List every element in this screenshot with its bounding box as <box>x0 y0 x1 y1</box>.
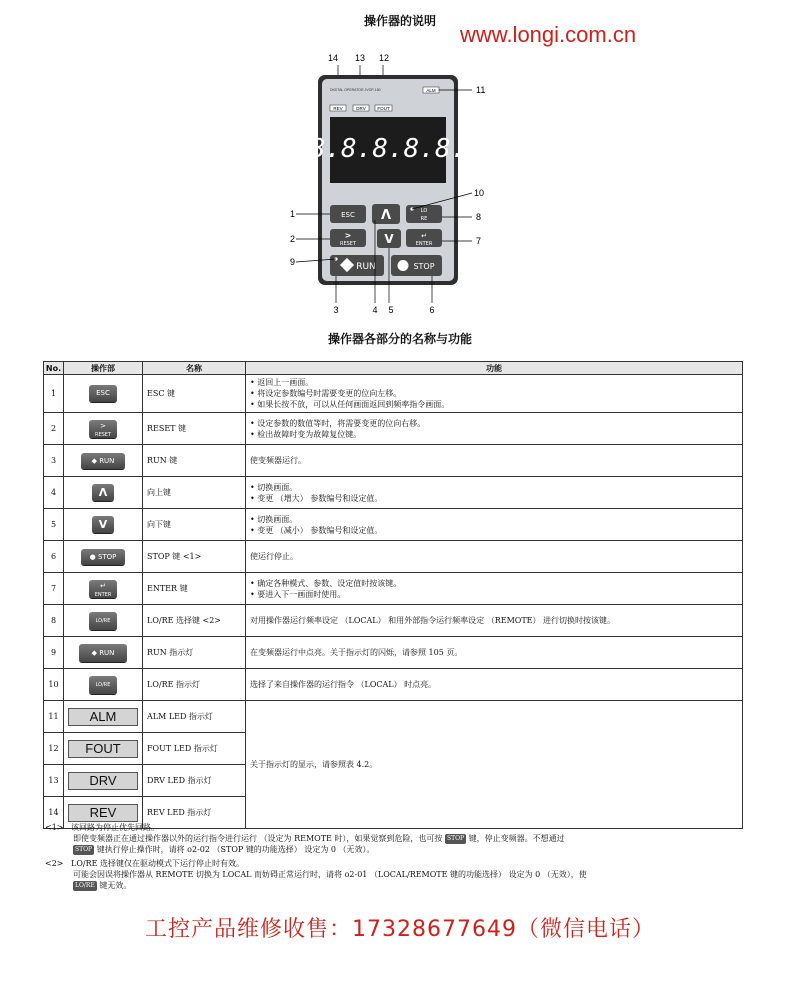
reset-key-icon: > RESET <box>89 420 117 438</box>
page-title: 操作器的说明 <box>363 14 436 28</box>
svg-text:STOP: STOP <box>413 262 435 271</box>
col-name: 名称 <box>143 362 246 375</box>
svg-text:Λ: Λ <box>380 208 392 223</box>
website-url[interactable]: www.longi.com.cn <box>460 22 637 47</box>
svg-text:RUN: RUN <box>356 262 376 272</box>
lo-re-key-icon: LO/RE <box>75 882 95 889</box>
alm-led-icon: ALM <box>68 708 138 726</box>
svg-text:DRV: DRV <box>356 106 366 111</box>
col-function: 功能 <box>246 362 743 375</box>
callout-12: 12 <box>378 53 390 63</box>
table-row: 5 V 向下键 • 切换画面。 • 变更 （减小） 参数编号和设定值。 <box>44 509 743 541</box>
svg-text:>: > <box>344 231 352 240</box>
repair-sales-banner: 工控产品维修收售：17328677649（微信电话） <box>145 917 655 942</box>
reset-key[interactable] <box>330 229 366 247</box>
svg-text:REV: REV <box>333 106 343 111</box>
display-digits: 8.8.8.8.8. <box>309 134 467 164</box>
operator-functions-table <box>43 361 743 829</box>
svg-text:↵: ↵ <box>421 232 427 240</box>
callout-9: 9 <box>290 257 296 267</box>
svg-text:ENTER: ENTER <box>415 241 433 247</box>
led-function-cell: 关于指示灯的显示，请参照表 4.2。 <box>246 701 743 829</box>
diagram-caption: 操作器各部分的名称与功能 <box>327 332 472 346</box>
panel-label: DIGITAL OPERATOR JVOP-180 <box>330 88 381 92</box>
table-row: 9 ◆ RUN RUN 指示灯 在变频器运行中点亮。关于指示灯的闪烁，请参照 105 页。 <box>44 637 743 669</box>
table-row: 8 LO/RE LO/RE 选择键 <2> 对用操作器运行频率设定 （LOCAL） 和用外部指令运行频率设定 （REMOTE） 进行切换时按该键。 <box>44 605 743 637</box>
up-key[interactable] <box>372 204 400 224</box>
table-row: 6 ● STOP STOP 键 <1> 使运行停止。 <box>44 541 743 573</box>
stop-key-icon: ● STOP <box>81 549 125 565</box>
table-row: 10 LO/RE LO/RE 指示灯 选择了来自操作器的运行指令 （LOCAL） 时点亮。 <box>44 669 743 701</box>
footnotes: <1> 该回路为停止优先回路。 即使变频器正在通过操作器以外的运行指令进行运行 （设定为 REMOTE 时），如果觉察到危险，也可按 STOP 键，停止变频器。不想通过 STOP 键执行停止操作时，请将 o2-02 （STOP 键的功能选择） 设定为 0 （无效）。 <2> LO/RE 选择键仅在驱动模式下运行停止时有效。 可能会因误将操作器从 REMOTE 切换为 LOCAL 而妨碍正常运行时，请将 o2-01 （LOCAL/REMOTE 键的功能选择） 设定为 0 （无效），使 LO/RE 键无效。 <box>45 823 587 890</box>
svg-text:LO: LO <box>420 208 428 214</box>
col-key: 操作部 <box>64 362 143 375</box>
stop-key-icon: STOP <box>446 835 465 842</box>
table-row: 12 FOUT FOUT LED 指示灯 <box>44 733 743 765</box>
enter-key-icon: ↵ ENTER <box>89 580 117 598</box>
esc-key[interactable] <box>330 205 366 223</box>
svg-text:RE: RE <box>420 216 428 222</box>
callout-14: 14 <box>327 53 339 63</box>
table-row: 7 ↵ ENTER ENTER 键 • 确定各种模式、参数、设定值时按该键。 • 要进入下一画面时使用。 <box>44 573 743 605</box>
svg-text:ESC: ESC <box>341 211 355 219</box>
callout-10: 10 <box>474 188 485 198</box>
lo-re-indicator-icon: LO/RE <box>89 676 117 694</box>
lo-re-key-icon: LO/RE <box>89 612 117 630</box>
run-indicator-icon: ◆ RUN <box>79 644 127 662</box>
table-row: 11 ALM ALM LED 指示灯 关于指示灯的显示，请参照表 4.2。 <box>44 701 743 733</box>
callout-4: 4 <box>372 305 378 315</box>
svg-text:RESET: RESET <box>339 241 357 247</box>
table-row: 2 > RESET RESET 键 • 设定参数的数值等时，将需要变更的位向右移。 • 检出故障时变为故障复位键。 <box>44 413 743 445</box>
callout-3: 3 <box>333 305 339 315</box>
callout-1: 1 <box>290 209 296 219</box>
callout-13: 13 <box>354 53 366 63</box>
callout-5: 5 <box>388 305 394 315</box>
callout-7: 7 <box>476 236 482 246</box>
callout-8: 8 <box>476 212 482 222</box>
operator-diagram <box>260 45 520 320</box>
rev-led-icon: REV <box>68 804 138 822</box>
run-key[interactable] <box>330 255 384 276</box>
table-row: 14 REV REV LED 指示灯 <box>44 797 743 829</box>
callout-6: 6 <box>429 305 435 315</box>
table-row: 13 DRV DRV LED 指示灯 <box>44 765 743 797</box>
up-key-icon: Λ <box>92 484 114 501</box>
esc-key-icon: ESC <box>89 385 117 402</box>
down-key[interactable] <box>377 229 401 248</box>
svg-text:ALM: ALM <box>426 88 436 93</box>
run-key-icon: ◆ RUN <box>81 453 125 469</box>
svg-text:V: V <box>384 232 394 246</box>
table-row: 1 ESC ESC 键 • 返回上一画面。 • 将设定参数编号时需要变更的位向左移。 • 如果长按不放，可以从任何画面返回到频率指令画面。 <box>44 375 743 413</box>
callout-11: 11 <box>476 85 486 95</box>
stop-key[interactable] <box>391 255 442 276</box>
callout-2: 2 <box>290 234 296 244</box>
svg-text:FOUT: FOUT <box>377 106 390 111</box>
col-no: No. <box>44 362 64 375</box>
fout-led-icon: FOUT <box>68 740 138 758</box>
drv-led-icon: DRV <box>68 772 138 790</box>
down-key-icon: V <box>92 516 114 533</box>
table-row: 3 ◆ RUN RUN 键 使变频器运行。 <box>44 445 743 477</box>
stop-key-icon: STOP <box>75 846 93 853</box>
enter-key[interactable] <box>406 229 442 247</box>
lo-re-key[interactable] <box>406 205 442 223</box>
table-row: 4 Λ 向上键 • 切换画面。 • 变更 （增大） 参数编号和设定值。 <box>44 477 743 509</box>
